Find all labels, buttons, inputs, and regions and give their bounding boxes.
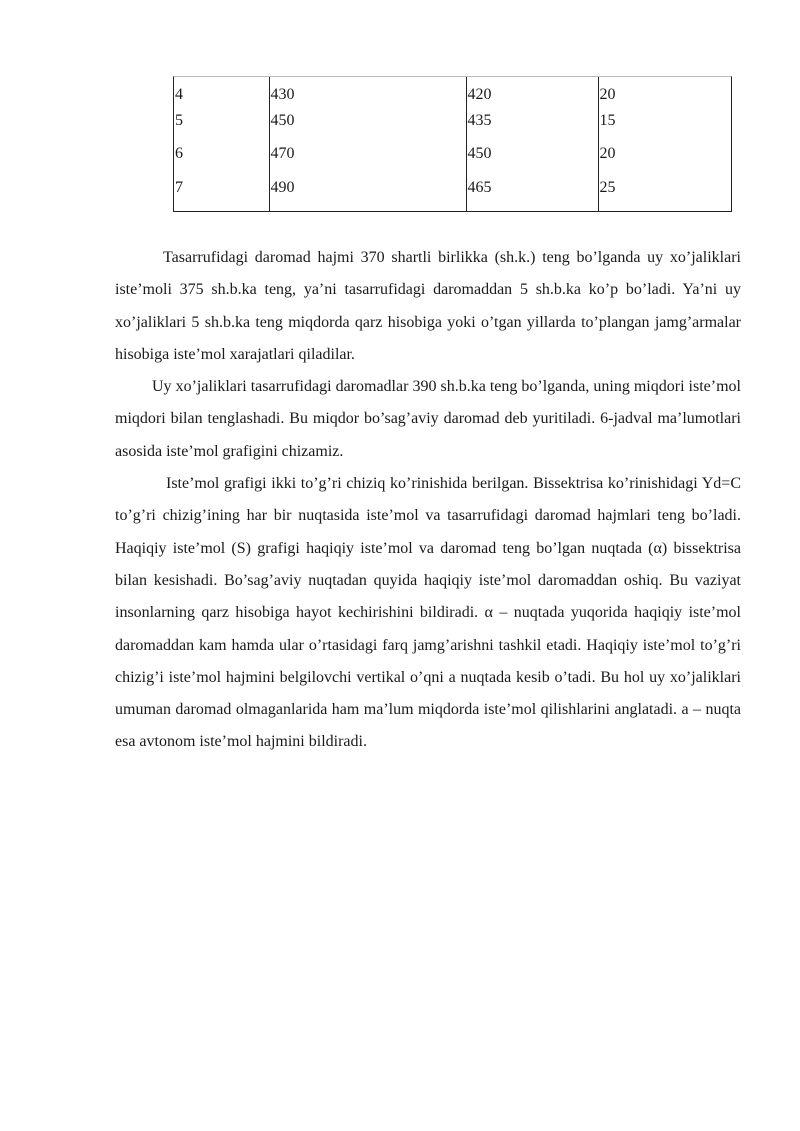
- table-cell: 450: [466, 144, 598, 178]
- table-cell: 465: [466, 178, 598, 212]
- paragraph: Iste’mol grafigi ikki to’g’ri chiziq ko’rinishida berilgan. Bissektrisa ko’rinishidagi Yd=C to’g’ri chizig’ining har bir nuqtasida iste’mol va tasarrufidagi daromad hajmlari teng bo’ladi. Haqiqiy iste’mol (S) grafigi haqiqiy iste’mol va daromad teng bo’lgan nuqtada (α) bissektrisa bilan kesishadi. Bo’sag’aviy nuqtadan quyida haqiqiy iste’mol daromaddan oshiq. Bu vaziyat insonlarning qarz hisobiga hayot kechirishini bildiradi. α – nuqtada yuqorida haqiqiy iste’mol daromaddan kam hamda ular o’rtasidagi farq jamg’arishni tashkil etadi. Haqiqiy iste’mol to’g’ri chizig’i iste’mol hajmini belgilovchi vertikal o’qni a nuqtada kesib o’tadi. Bu hol uy xo’jaliklari umuman daromad olmaganlarida ham ma’lum miqdorda iste’mol qilishlarini anglatadi. a – nuqta esa avtonom iste’mol hajmini bildiradi.: [115, 475, 741, 751]
- table-cell: 20: [599, 86, 616, 103]
- table-cell: 15: [599, 111, 616, 129]
- body-text: [115, 242, 741, 759]
- paragraph: Uy xo’jaliklari tasarrufidagi daromadlar 390 sh.b.ka teng bo’lganda, uning miqdori iste’mol miqdori bilan tenglashadi. Bu miqdor bo’sag’aviy daromad deb yuritiladi. 6-jadval ma’lumotlari asosida iste’mol grafigini chizamiz.: [115, 378, 741, 460]
- table-cell: 5: [174, 111, 269, 145]
- data-table: [173, 76, 732, 212]
- table-row: [174, 111, 731, 145]
- table-row: [174, 178, 731, 212]
- consumption-table: [174, 77, 731, 211]
- paragraph: Tasarrufidagi daromad hajmi 370 shartli birlikka (sh.k.) teng bo’lganda uy xo’jaliklari iste’moli 375 sh.b.ka teng, ya’ni tasarrufidagi daromaddan 5 sh.b.ka ko’p bo’ladi. Ya’ni uy xo’jaliklari 5 sh.b.ka teng miqdorda qarz hisobiga yoki o’tgan yillarda to’plangan jamg’armalar hisobiga iste’mol xarajatlari qiladilar.: [115, 249, 741, 363]
- table-cell: 450: [269, 111, 466, 145]
- table-row: [174, 77, 731, 111]
- table-row: [174, 144, 731, 178]
- table-cell: 25: [599, 178, 616, 196]
- table-cell: 490: [269, 178, 466, 212]
- table-cell: 435: [466, 111, 598, 145]
- table-cell: 20: [599, 145, 616, 162]
- table-cell: 430: [269, 77, 466, 111]
- table-cell: 4: [174, 77, 269, 111]
- table-cell: 7: [174, 178, 269, 212]
- table-cell: 470: [269, 144, 466, 178]
- table-cell: 420: [466, 77, 598, 111]
- table-cell: 6: [174, 144, 269, 178]
